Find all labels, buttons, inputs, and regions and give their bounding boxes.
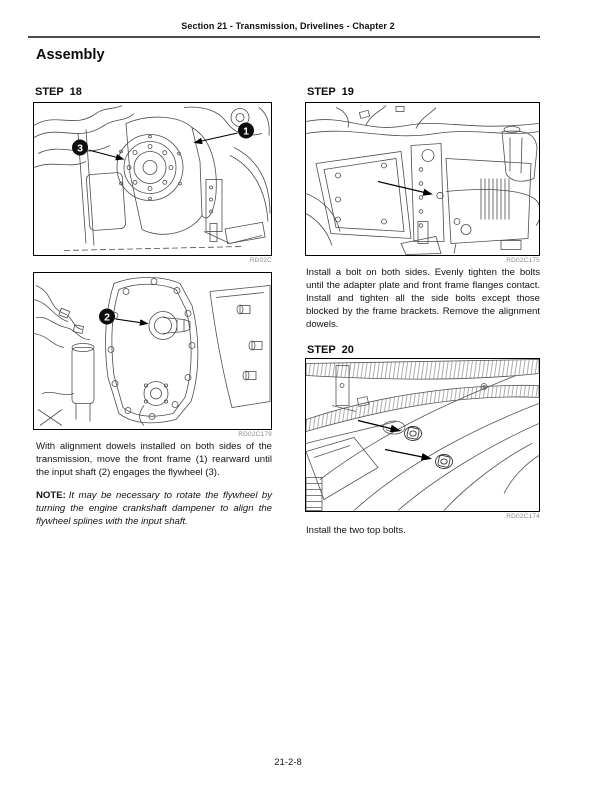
figure-step18-input-shaft (33, 272, 272, 430)
step-20-body: Install the two top bolts. (306, 525, 406, 536)
figure-step20-top-bolts (305, 358, 540, 512)
note-text: It may be necessary to rotate the flywheel by turning the engine crankshaft dampener to align the flywheel splines with the input shaft. (36, 490, 272, 527)
figure-step19-side-bolts (305, 102, 540, 256)
callout-1 (195, 123, 254, 143)
page-title: Assembly (36, 47, 105, 63)
figure-step18-front-frame (33, 102, 272, 256)
adapter-plate-bolt-illustration (306, 103, 539, 255)
callout-badge-3: 3 (77, 142, 83, 155)
callout-badge-2: 2 (104, 311, 110, 324)
figure-code-label: RD02C175 (506, 257, 540, 264)
page-number: 21-2-8 (274, 757, 302, 768)
step-18-body: With alignment dowels installed on both sides of the transmission, move the front frame (1) rearward until the input shaft (2) engages the flywheel (3). (36, 441, 272, 478)
front-frame-flywheel-illustration (34, 103, 271, 255)
input-shaft-cover-illustration (34, 273, 271, 429)
step-18-note (36, 489, 272, 528)
callout-2 (99, 309, 147, 325)
figure-code-label: RD02C174 (506, 513, 540, 520)
step-19-heading: STEP 19 (307, 86, 354, 98)
top-bolt-arrows (358, 421, 430, 459)
top-bolts-illustration (306, 359, 539, 511)
note-label: NOTE: (36, 490, 66, 501)
callout-badge-1: 1 (243, 125, 249, 138)
figure-code-label: RD02C179 (238, 431, 272, 438)
section-header-title: Section 21 - Transmission, Drivelines - Chapter 2 (181, 21, 395, 31)
header-rule (28, 36, 540, 38)
step-18-heading: STEP 18 (35, 86, 82, 98)
step-20-heading: STEP 20 (307, 344, 354, 356)
step-19-body: Install a bolt on both sides. Evenly tighten the bolts until the adapter plate and front frame flanges contact. Install and tighten all the side bolts except those blocked by the frame brackets. Remove the alignment dowels. (306, 267, 540, 330)
figure-code-label: RD02C (249, 257, 272, 264)
